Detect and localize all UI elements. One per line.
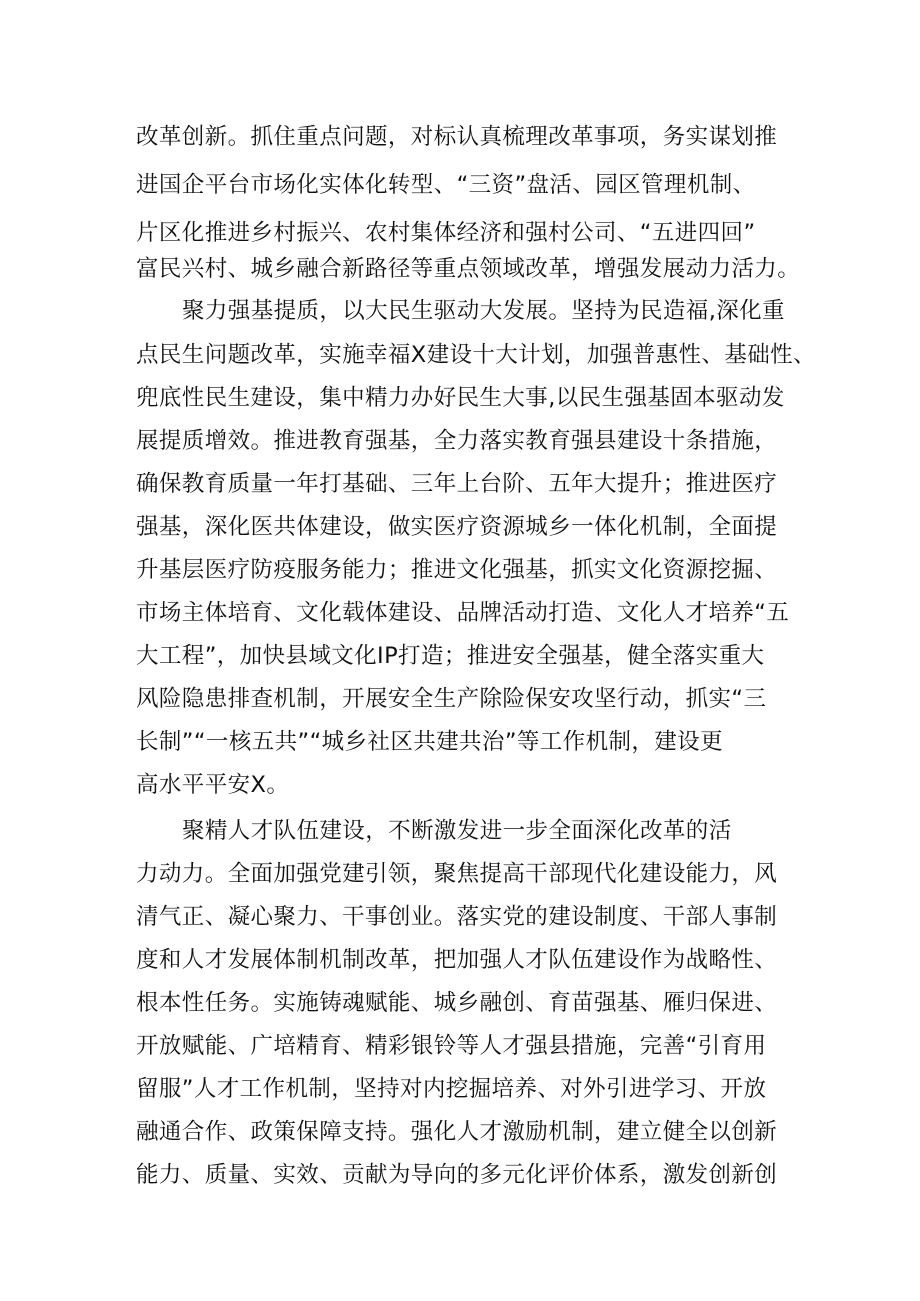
paragraph-3-line-5: 根本性任务。实施铸魂赋能、城乡融创、育苗强基、雁归保进、 xyxy=(136,990,778,1016)
paragraph-1-line-3: 片区化推进乡村振兴、农村集体经济和强村公司、“五进四回” xyxy=(136,220,756,246)
paragraph-3-line-2: 力动力。全面加强党建引领，聚焦提高干部现代化建设能力，风 xyxy=(136,861,778,887)
paragraph-1-line-1: 改革创新。抓住重点问题，对标认真梳理改革事项，务实谋划推 xyxy=(136,124,778,150)
paragraph-2-line-9: 大工程”，加快县域文化IP打造；推进安全强基，健全落实重大 xyxy=(136,643,765,669)
paragraph-2-line-6: 强基，深化医共体建设，做实医疗资源城乡一体化机制，全面提 xyxy=(136,514,778,540)
paragraph-3-line-3: 清气正、凝心聚力、干事创业。落实党的建设制度、干部人事制 xyxy=(136,904,778,930)
paragraph-2-line-10: 风险隐患排查机制，开展安全生产除险保安攻坚行动，抓实“三 xyxy=(136,686,767,712)
paragraph-2-line-12: 高水平平安X。 xyxy=(136,772,290,798)
paragraph-3-line-9: 能力、质量、实效、贡献为导向的多元化评价体系，激发创新创 xyxy=(136,1162,778,1188)
paragraph-2-line-1: 聚力强基提质，以大民生驱动大发展。坚持为民造福,深化重 xyxy=(182,298,785,324)
paragraph-3-line-1: 聚精人才队伍建设，不断激发进一步全面深化改革的活 xyxy=(182,818,732,844)
paragraph-1-line-2: 进国企平台市场化实体化转型、“三资”盘活、园区管理机制、 xyxy=(136,172,756,198)
paragraph-2-line-11: 长制”“一核五共”“城乡社区共建共治”等工作机制，建设更 xyxy=(136,729,723,755)
paragraph-2-line-7: 升基层医疗防疫服务能力；推进文化强基，抓实文化资源挖掘、 xyxy=(136,557,778,583)
paragraph-3-line-8: 融通合作、政策保障支持。强化人才激励机制，建立健全以创新 xyxy=(136,1119,778,1145)
paragraph-1-line-4: 富民兴村、城乡融合新路径等重点领域改革，增强发展动力活力。 xyxy=(136,256,801,282)
paragraph-2-line-5: 确保教育质量一年打基础、三年上台阶、五年大提升；推进医疗 xyxy=(136,471,778,497)
paragraph-2-line-8: 市场主体培育、文化载体建设、品牌活动打造、文化人才培养“五 xyxy=(136,600,790,626)
paragraph-3-line-4: 度和人才发展体制机制改革，把加强人才队伍建设作为战略性、 xyxy=(136,947,778,973)
paragraph-2-line-2: 点民生问题改革，实施幸福X建设十大计划，加强普惠性、基础性、 xyxy=(136,342,816,368)
paragraph-2-line-4: 展提质增效。推进教育强基，全力落实教育强县建设十条措施， xyxy=(136,428,778,454)
paragraph-2-line-3: 兜底性民生建设，集中精力办好民生大事,以民生强基固本驱动发 xyxy=(136,385,785,411)
paragraph-3-line-7: 留服”人才工作机制，坚持对内挖掘培养、对外引进学习、开放 xyxy=(136,1076,767,1102)
paragraph-3-line-6: 开放赋能、广培精育、精彩银铃等人才强县措施，完善“引育用 xyxy=(136,1033,767,1059)
